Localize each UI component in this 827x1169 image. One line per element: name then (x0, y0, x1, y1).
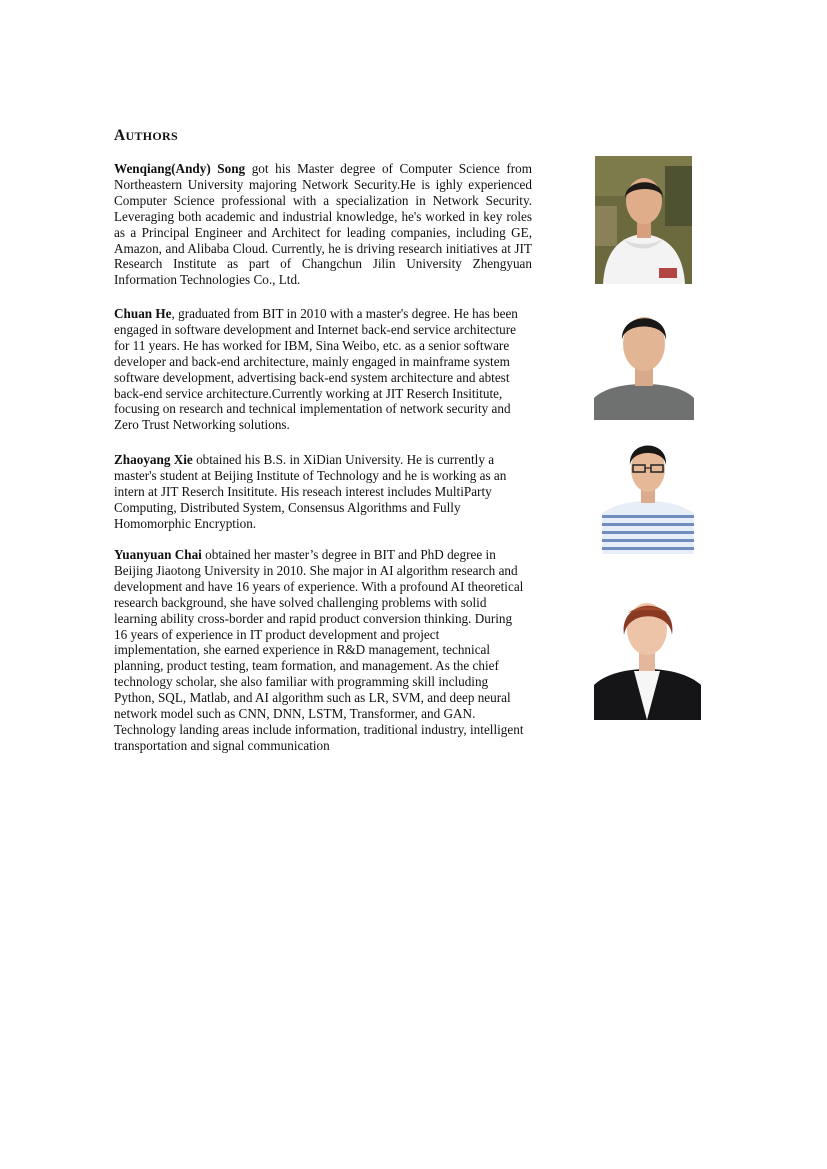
author-bio-song (114, 161, 532, 288)
author-name: Zhaoyang Xie (114, 452, 193, 467)
author-bio-text: got his Master degree of Computer Science from Northeastern University majoring Network Security.He is ighly experienced Computer Science professional with a specialization in Network Security. Leveraging both academic and industrial knowledge, he's worked in key roles as a Principal Engineer and Architect for leading companies, including GE, Amazon, and Alibaba Cloud. Currently, he is driving research initiatives at JIT Research Institute as part of Changchun Jilin University Zhengyuan Information Technologies Co., Ltd. (114, 161, 532, 288)
author-bio-chai (114, 547, 528, 754)
section-heading (114, 127, 178, 145)
section-heading-initial: A (114, 127, 126, 144)
author-photo-song (595, 156, 692, 284)
author-bio-text: obtained his B.S. in XiDian University. He is currently a master's student at Beijing Institute of Technology and he is working as an intern at JIT Reserch Insititute. His reseach interest includes MultiParty Computing, Distributed System, Consensus Algorithms and Fully Homomorphic Encryption. (114, 452, 507, 531)
author-photo-chai (594, 583, 701, 720)
author-bio-xie (114, 452, 530, 532)
author-bio-he (114, 306, 530, 433)
author-bio-text: obtained her master’s degree in BIT and PhD degree in Beijing Jiaotong University in 2010. She major in AI algorithm research and development and have 16 years of experience. With a profound AI theoretical research background, she have solved challenging problems with solid learning ability cross-border and rapid product conversion thinking. During 16 years of experience in IT product development and project implementation, she earned experience in R&D management, technical planning, product testing, team formation, and management. As the chief technology scholar, she also familiar with programming skill including Python, SQL, Matlab, and AI algorithm such as LR, SVM, and deep neural network model such as CNN, DNN, LSTM, Transformer, and GAN. Technology landing areas include information, traditional industry, intelligent transportation and signal communication (114, 547, 524, 753)
author-name: Wenqiang(Andy) Song (114, 161, 246, 176)
author-bio-text: , graduated from BIT in 2010 with a master's degree. He has been engaged in software development and Internet back-end service architecture for 11 years. He has worked for IBM, Sina Weibo, etc. as a senior software developer and back-end architecture, mainly engaged in mainframe system software development, advertising back-end system architecture and abtest back-end service architecture.Currently working at JIT Reserch Insititute, focusing on research and technical implementation of network security and Zero Trust Networking solutions. (114, 306, 518, 433)
author-photo-xie (602, 431, 694, 554)
author-name: Chuan He (114, 306, 172, 321)
section-heading-rest: UTHORS (125, 129, 178, 143)
author-name: Yuanyuan Chai (114, 547, 202, 562)
author-photo-he (594, 300, 694, 420)
